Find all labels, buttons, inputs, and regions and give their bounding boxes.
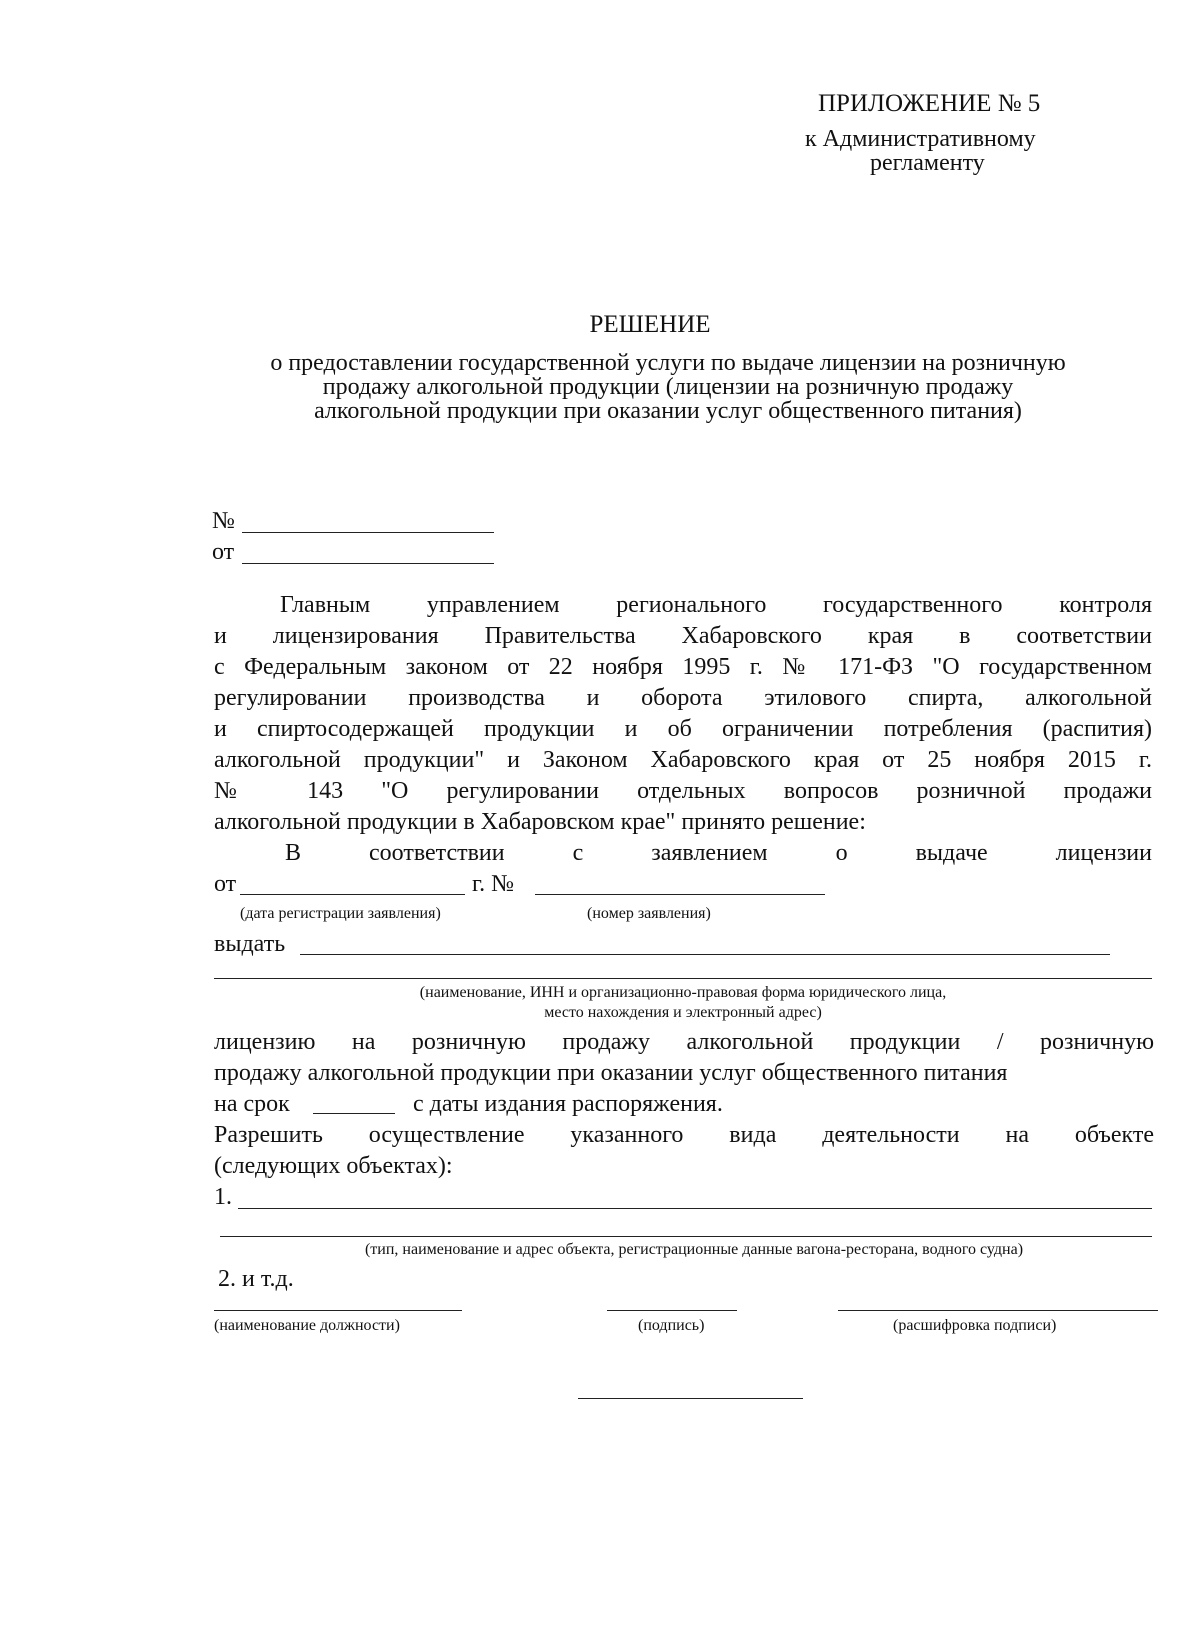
body-line-6: алкогольной продукции" и Законом Хабаровского края от 25 ноября 2015 г. (214, 747, 1152, 773)
entity-caption-line-1: (наименование, ИНН и организационно-правовая форма юридического лица, (419, 984, 947, 1001)
application-number-caption: (номер заявления) (587, 905, 711, 922)
body-line-8: алкогольной продукции в Хабаровском крае" принято решение: (214, 809, 866, 835)
decision-subtitle-line-1: о предоставлении государственной услуги по выдаче лицензии на розничную (270, 350, 1066, 376)
object-item-1-line-2 (220, 1236, 1152, 1237)
term-suffix: с даты издания распоряжения. (413, 1091, 723, 1117)
license-line-1: лицензию на розничную продажу алкогольной продукции / розничную (214, 1029, 1154, 1055)
decision-subtitle-line-3: алкогольной продукции при оказании услуг общественного питания) (314, 398, 1022, 424)
body-line-2: и лицензирования Правительства Хабаровского края в соответствии (214, 623, 1152, 649)
number-label: № (212, 508, 235, 534)
body-line-5: и спиртосодержащей продукции и об ограничении потребления (распития) (214, 716, 1152, 742)
appendix-title: ПРИЛОЖЕНИЕ № 5 (818, 90, 1041, 117)
application-from-label: от (214, 871, 237, 897)
entity-caption-line-2: место нахождения и электронный адрес) (544, 1004, 822, 1021)
body-line-7: № 143 "О регулировании отдельных вопросов розничной продажи (214, 778, 1152, 804)
object-item-1-label: 1. (214, 1184, 232, 1210)
body-line-4: регулировании производства и оборота этилового спирта, алкогольной (214, 685, 1152, 711)
issue-line-2 (214, 978, 1152, 979)
term-prefix: на срок (214, 1091, 290, 1117)
closing-separator-line (578, 1398, 803, 1399)
application-date-caption: (дата регистрации заявления) (240, 905, 441, 922)
issue-line-1 (300, 954, 1110, 955)
number-field-line (242, 532, 494, 533)
appendix-line-3: регламенту (870, 150, 985, 176)
application-year-number-label: г. № (472, 871, 515, 897)
permit-line-1: Разрешить осуществление указанного вида деятельности на объекте (214, 1122, 1154, 1148)
decoding-line (838, 1310, 1158, 1311)
decision-subtitle-line-2: продажу алкогольной продукции (лицензии на розничную продажу (322, 374, 1014, 400)
application-number-line (535, 894, 825, 895)
license-line-2: продажу алкогольной продукции при оказании услуг общественного питания (214, 1060, 1008, 1086)
signature-line (607, 1310, 737, 1311)
permit-line-2: (следующих объектах): (214, 1153, 453, 1179)
application-date-line (240, 894, 465, 895)
body-line-1: Главным управлением регионального государственного контроля (280, 592, 1152, 618)
appendix-line-2: к Административному (805, 126, 1036, 152)
term-blank-line (313, 1113, 395, 1114)
issue-label: выдать (214, 931, 286, 957)
object-caption: (тип, наименование и адрес объекта, регистрационные данные вагона-ресторана, водного судна) (364, 1241, 1024, 1258)
signature-caption: (подпись) (638, 1317, 705, 1334)
date-label: от (212, 539, 235, 565)
date-field-line (242, 563, 494, 564)
decision-title: РЕШЕНИЕ (589, 311, 711, 338)
position-line (214, 1310, 462, 1311)
position-caption: (наименование должности) (214, 1317, 400, 1334)
object-item-1-line (238, 1208, 1152, 1209)
body-line-3: с Федеральным законом от 22 ноября 1995 г. № 171-ФЗ "О государственном (214, 654, 1152, 680)
decoding-caption: (расшифровка подписи) (893, 1317, 1057, 1334)
application-line: В соответствии с заявлением о выдаче лицензии (285, 840, 1152, 866)
object-item-2-label: 2. и т.д. (218, 1266, 294, 1292)
